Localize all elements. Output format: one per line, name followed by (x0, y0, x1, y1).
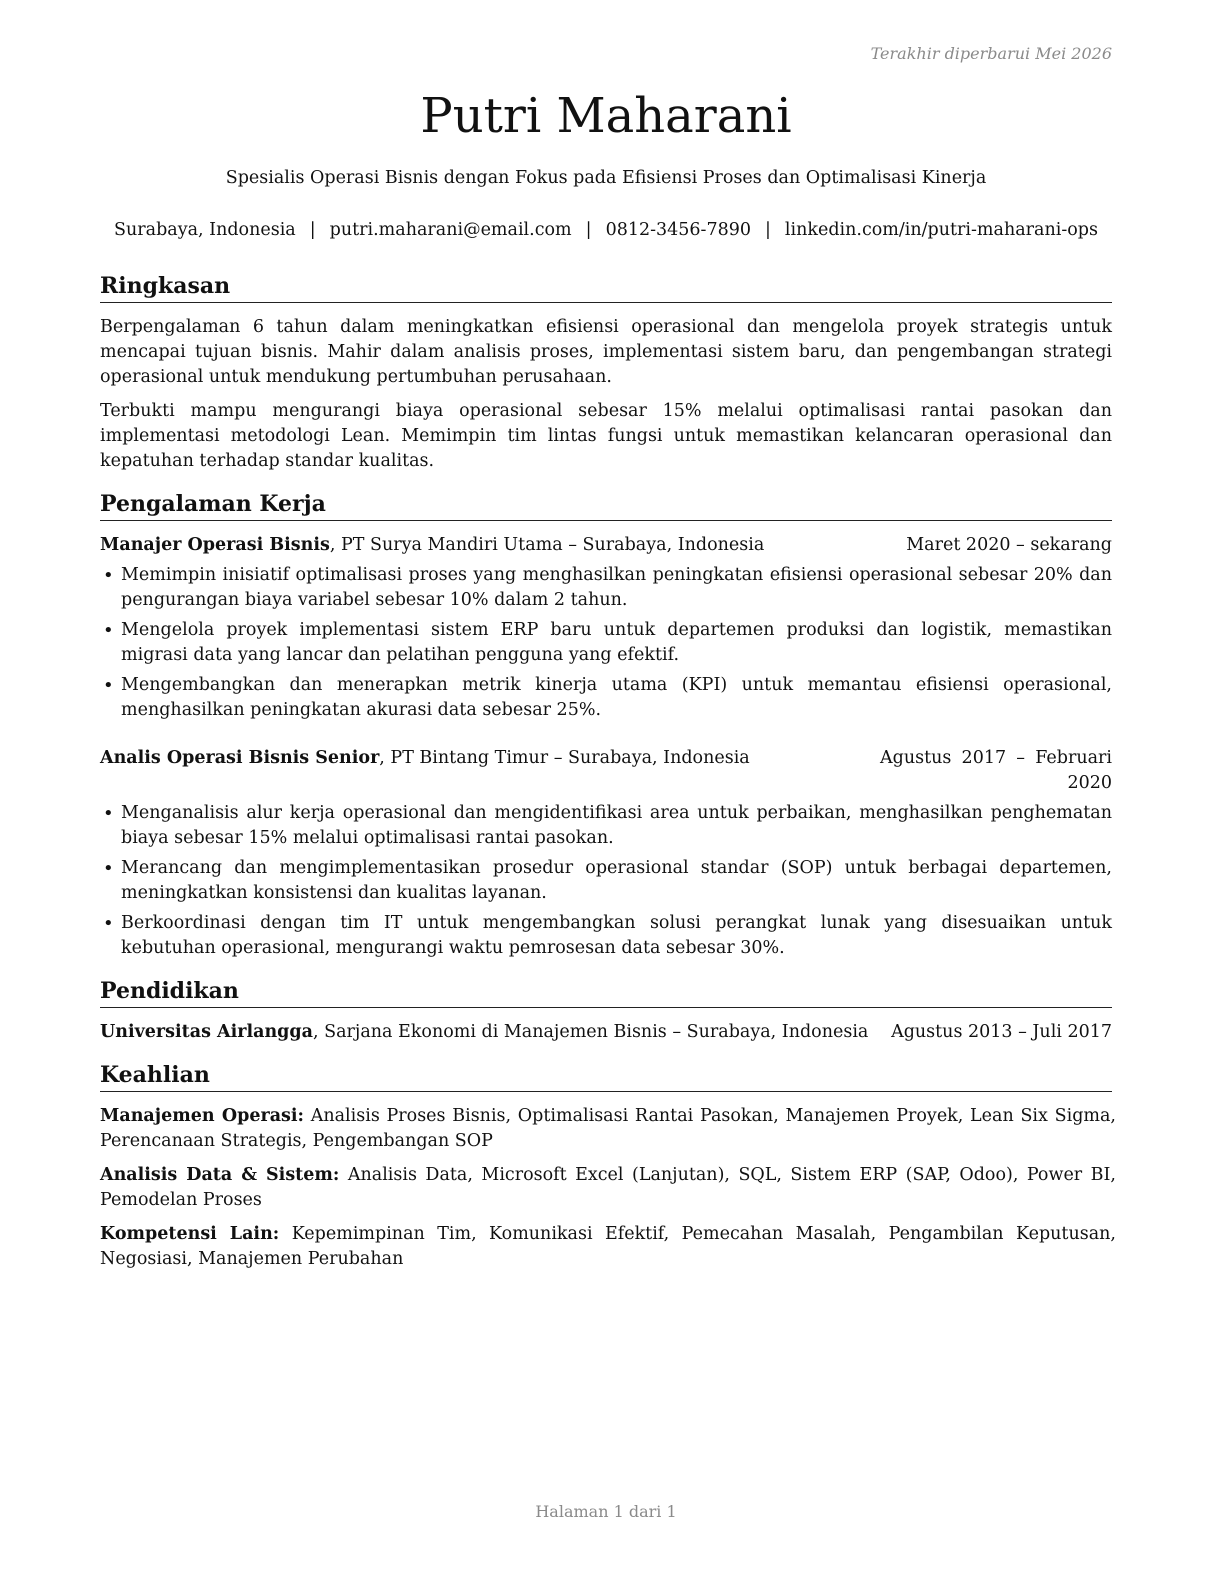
job-org: , PT Bintang Timur – Surabaya, Indonesia (379, 748, 750, 768)
list-item: • Memimpin inisiatif optimalisasi proses yang menghasilkan peningkatan efisiensi operasional sebesar 20% dan pengurangan biaya variabel sebesar 10% dalam 2 tahun. (100, 563, 1112, 613)
list-item: • Merancang dan mengimplementasikan prosedur operasional standar (SOP) untuk berbagai departemen, meningkatkan konsistensi dan kualitas layanan. (100, 856, 1112, 906)
education-entry (100, 1020, 1112, 1045)
skill-items: Kepemimpinan Tim, Komunikasi Efektif, Pemecahan Masalah, Pengambilan Keputusan, Negosiasi, Manajemen Perubahan (100, 1224, 1116, 1269)
skill-group (100, 1222, 1116, 1272)
job-bullets (100, 801, 1112, 966)
contact-separator: | (765, 220, 771, 240)
list-item: • Mengembangkan dan menerapkan metrik kinerja utama (KPI) untuk memantau efisiensi operasional, menghasilkan peningkatan akurasi data sebesar 25%. (100, 673, 1112, 723)
skill-label: Analisis Data & Sistem: (100, 1165, 340, 1185)
skill-group (100, 1163, 1116, 1213)
job-bullets (100, 563, 1112, 728)
education-degree: , Sarjana Ekonomi di Manajemen Bisnis – Surabaya, Indonesia (313, 1022, 869, 1042)
job-header (100, 533, 1112, 558)
summary-paragraph: Berpengalaman 6 tahun dalam meningkatkan efisiensi operasional dan mengelola proyek strategis untuk mencapai tujuan bisnis. Mahir dalam analisis proses, implementasi sistem baru, dan pengembangan strategi operasional untuk mendukung pertumbuhan perusahaan. (100, 317, 1112, 387)
section-title-education: Pendidikan (100, 977, 1112, 1008)
contact-location: Surabaya, Indonesia (114, 220, 296, 240)
list-item: • Menganalisis alur kerja operasional dan mengidentifikasi area untuk perbaikan, menghasilkan penghematan biaya sebesar 15% melalui optimalisasi rantai pasokan. (100, 801, 1112, 851)
tagline: Spesialis Operasi Bisnis dengan Fokus pada Efisiensi Proses dan Optimalisasi Kinerja (225, 168, 987, 188)
list-item: • Mengelola proyek implementasi sistem ERP baru untuk departemen produksi dan logistik, memastikan migrasi data yang lancar dan pelatihan pengguna yang efektif. (100, 618, 1112, 668)
contact-email[interactable]: putri.maharani@email.com (329, 220, 572, 240)
section-title-summary: Ringkasan (100, 272, 1112, 303)
skill-items: Analisis Proses Bisnis, Optimalisasi Rantai Pasokan, Manajemen Proyek, Lean Six Sigma, Perencanaan Strategis, Pengembangan SOP (100, 1106, 1116, 1151)
contact-separator: | (309, 220, 316, 240)
skill-label: Manajemen Operasi: (100, 1106, 304, 1126)
job-org: , PT Surya Mandiri Utama – Surabaya, Indonesia (329, 535, 765, 555)
contact-linkedin[interactable]: linkedin.com/in/putri-maharani-ops (784, 220, 1098, 240)
summary-paragraph: Terbukti mampu mengurangi biaya operasional sebesar 15% melalui optimalisasi rantai pasokan dan implementasi metodologi Lean. Memimpin tim lintas fungsi untuk memastikan kelancaran operasional dan kepatuhan terhadap standar kualitas. (100, 401, 1112, 471)
resume-page (100, 0, 1116, 1584)
candidate-name: Putri Maharani (420, 88, 792, 144)
job-dates: Maret 2020 – sekarang (906, 535, 1112, 555)
section-title-experience: Pengalaman Kerja (100, 490, 1112, 521)
skill-label: Kompetensi Lain: (100, 1224, 280, 1244)
contact-phone: 0812-3456-7890 (605, 220, 751, 240)
education-dates: Agustus 2013 – Juli 2017 (891, 1022, 1112, 1042)
skill-items: Analisis Data, Microsoft Excel (Lanjutan), SQL, Sistem ERP (SAP, Odoo), Power BI, Pemodelan Proses (100, 1165, 1116, 1210)
skill-group (100, 1104, 1116, 1154)
education-school: Universitas Airlangga (100, 1022, 313, 1042)
page-number: Halaman 1 dari 1 (535, 1502, 677, 1521)
contact-separator: | (585, 220, 592, 240)
section-title-skills: Keahlian (100, 1061, 1112, 1092)
list-item: • Berkoordinasi dengan tim IT untuk mengembangkan solusi perangkat lunak yang disesuaikan untuk kebutuhan operasional, mengurangi waktu pemrosesan data sebesar 30%. (100, 911, 1112, 961)
job-header (100, 746, 1112, 793)
contact-line (100, 220, 1112, 240)
job-dates: Agustus 2017 – Februari 2020 (880, 748, 1112, 793)
job-role: Analis Operasi Bisnis Senior (100, 748, 380, 768)
last-updated: Terakhir diperbarui Mei 2026 (870, 44, 1112, 63)
job-role: Manajer Operasi Bisnis (100, 535, 330, 555)
